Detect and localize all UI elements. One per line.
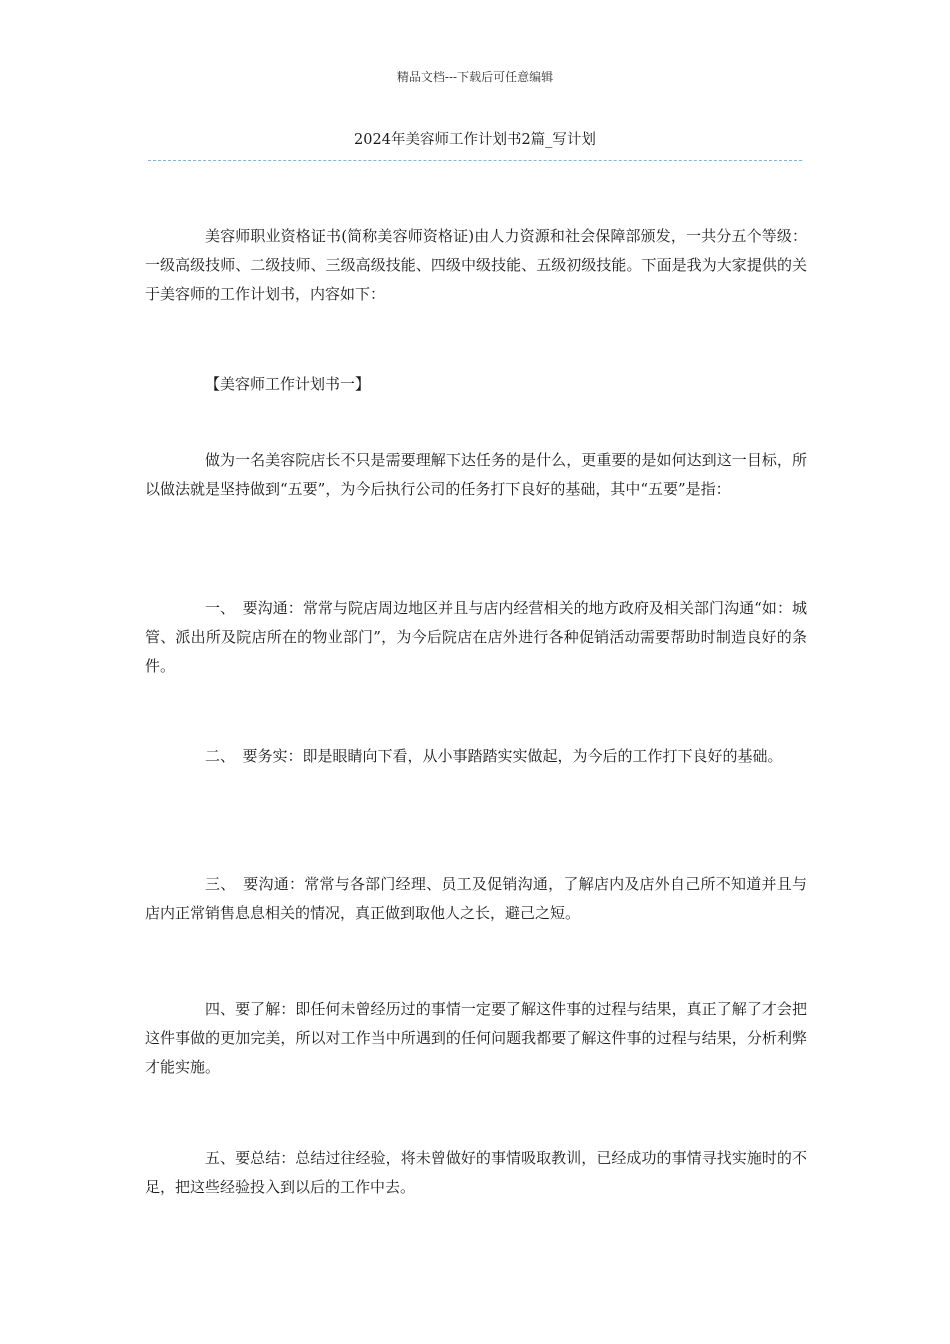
intro-paragraph: 美容师职业资格证书(简称美容师资格证)由人力资源和社会保障部颁发，一共分五个等级：一级高级技师、二级技师、三级高级技能、四级中级技能、五级初级技能。下面是我为大家提供的关于美容师的工作计划书，内容如下： bbox=[145, 227, 807, 303]
list-item-5: 五、要总结：总结过往经验，将未曾做好的事情吸取教训，已经成功的事情寻找实施时的不足，把这些经验投入到以后的工作中去。 bbox=[145, 1149, 807, 1196]
list-item-4: 四、要了解：即任何未曾经历过的事情一定要了解这件事的过程与结果，真正了解了才会把这件事做的更加完美，所以对工作当中所遇到的任何问题我都要了解这件事的过程与结果，分析利弊才能实施。 bbox=[145, 1000, 807, 1076]
header-note: 精品文档---下载后可任意编辑 bbox=[396, 70, 554, 84]
lead-paragraph: 做为一名美容院店长不只是需要理解下达任务的是什么，更重要的是如何达到这一目标，所以做法就是坚持做到“五要”，为今后执行公司的任务打下良好的基础，其中“五要”是指： bbox=[145, 451, 807, 498]
list-item-3: 三、 要沟通：常常与各部门经理、员工及促销沟通，了解店内及店外自己所不知道并且与店内正常销售息息相关的情况，真正做到取他人之长，避己之短。 bbox=[145, 875, 807, 922]
document-title: 2024年美容师工作计划书2篇_写计划 bbox=[354, 132, 596, 148]
list-item-1: 一、 要沟通：常常与院店周边地区并且与店内经营相关的地方政府及相关部门沟通“如：城管、派出所及院店所在的物业部门”，为今后院店在店外进行各种促销活动需要帮助时制造良好的条件。 bbox=[145, 599, 807, 675]
section-heading: 【美容师工作计划书一】 bbox=[205, 375, 371, 393]
title-divider bbox=[148, 160, 802, 161]
list-item-2: 二、 要务实：即是眼睛向下看，从小事踏踏实实做起，为今后的工作打下良好的基础。 bbox=[205, 747, 783, 765]
